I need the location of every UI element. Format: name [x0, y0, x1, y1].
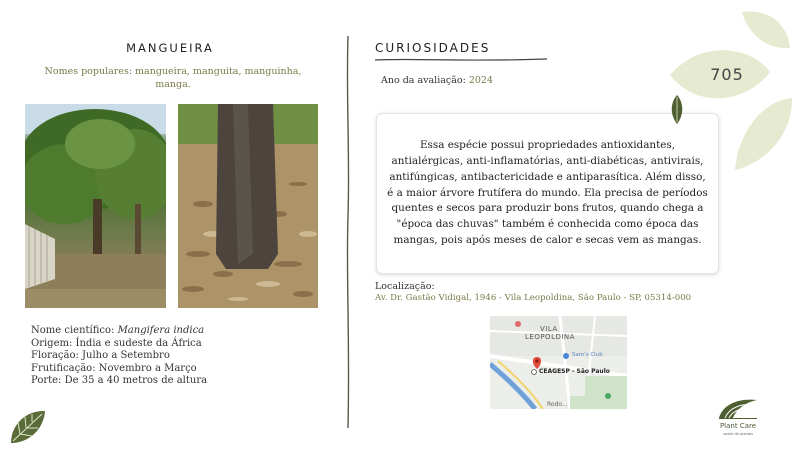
brand-name: Plant Care: [719, 422, 757, 430]
leaf-icon: [8, 408, 48, 446]
map-road-label: Rodo...: [547, 401, 568, 408]
location-map[interactable]: [490, 316, 627, 409]
scientific-name-value: Mangifera indica: [117, 325, 205, 336]
location-address: Av. Dr. Gastão Vidigal, 1946 - Vila Leopoldina, São Paulo - SP, 05314-000: [375, 293, 692, 303]
decorative-leaves: [660, 0, 800, 190]
tree-photo-full: [25, 104, 166, 308]
plant-details: [31, 325, 207, 388]
tree-trunk-photo-drawing: [178, 104, 318, 308]
tree-photo-full-drawing: [25, 104, 166, 308]
plant-title: MANGUEIRA: [126, 41, 214, 55]
curiosity-text: Essa espécie possui propriedades antioxidantes, antialérgicas, anti-inflamatórias, anti-diabéticas, antivirais, antifúngicas, antibactericidade e antiparasítica. Além disso, é a maior árvore frutífera do mundo. Ela precisa de períodos quentes e secos para produzir bons frutos, quando chega a "época das chuvas" também é conhecida como época das mangas, pois após meses de calor e secas vem as mangas.: [387, 139, 708, 246]
location-label: Localização:: [375, 281, 435, 292]
map-district-label-2: LEOPOLDINA: [525, 333, 575, 341]
plant-care-logo-icon: [717, 396, 759, 420]
tree-trunk-photo: [178, 104, 318, 308]
map-place-label: CEAGESP - São Paulo: [539, 368, 610, 375]
map-store-label: Sam's Club: [572, 352, 603, 358]
map-district-label-1: VILA: [540, 325, 558, 333]
scientific-name-line: [31, 325, 207, 338]
vertical-divider: [343, 36, 353, 428]
brand-tagline: saúde de plantas: [722, 432, 754, 436]
popular-names: Nomes populares: mangueira, manguita, manguinha, manga.: [44, 66, 302, 90]
badge-number: 705: [710, 65, 744, 84]
scientific-name-label: Nome científico:: [31, 325, 118, 336]
evaluation-year-label: Ano da avaliação:: [381, 75, 469, 86]
map-drawing: [490, 316, 627, 409]
origin-line: Origem: Índia e sudeste da África: [31, 337, 202, 349]
fruiting-line: Frutificação: Novembro a Março: [31, 362, 197, 374]
title-underline: [375, 57, 547, 63]
size-line: Porte: De 35 a 40 metros de altura: [31, 375, 208, 387]
evaluation-year: [381, 75, 493, 86]
evaluation-year-value: 2024: [468, 75, 494, 86]
curiosities-title: CURIOSIDADES: [375, 41, 491, 55]
flowering-line: Floração: Julho a Setembro: [31, 350, 170, 362]
